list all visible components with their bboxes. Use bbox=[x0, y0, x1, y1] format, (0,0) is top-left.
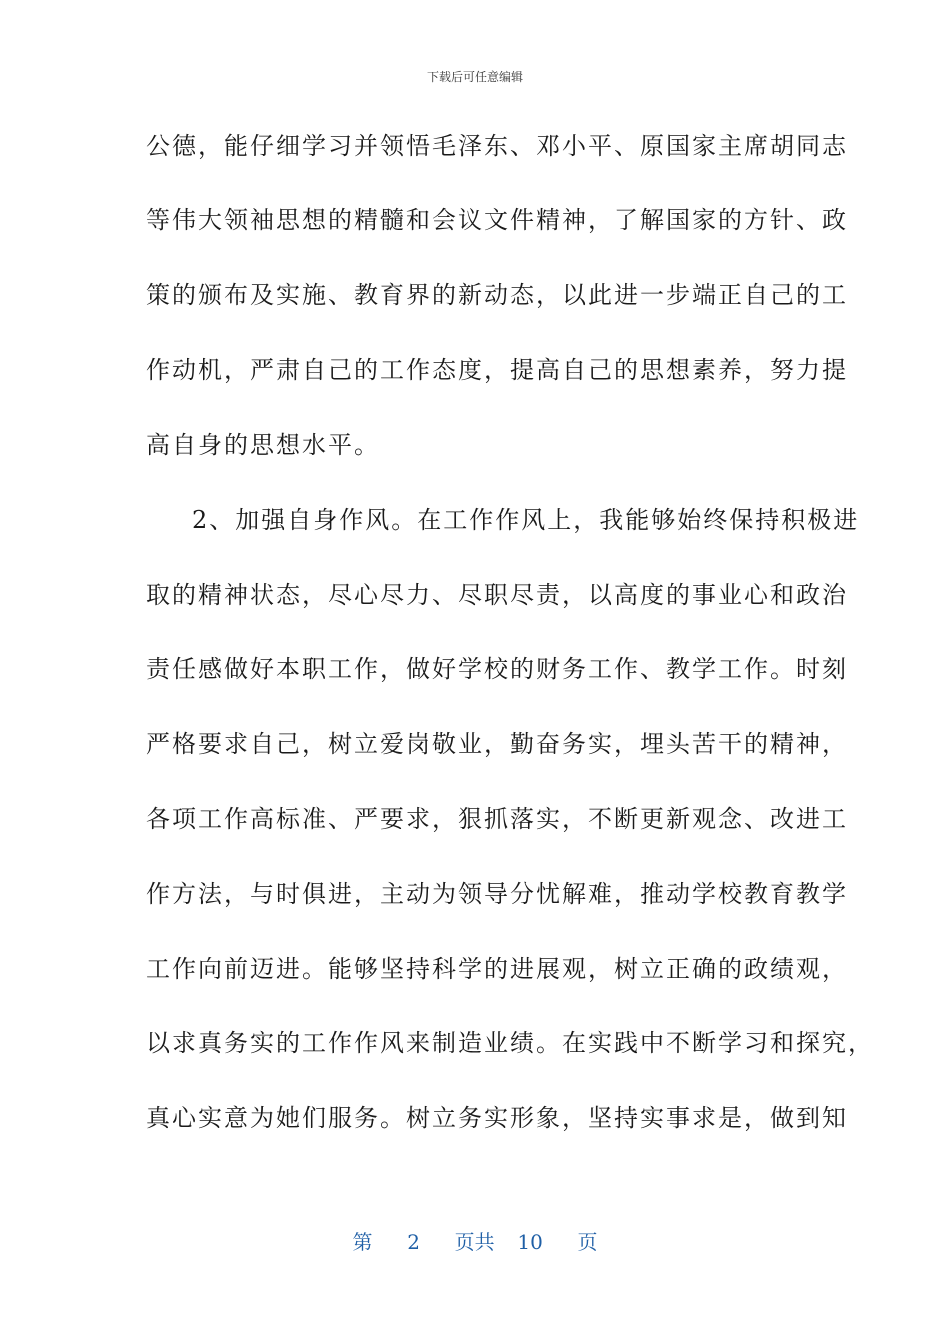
footer-prefix: 第 bbox=[352, 1230, 373, 1254]
page-header: 下载后可任意编辑 bbox=[426, 70, 523, 84]
text-line: 工作向前迈进。能够坚持科学的进展观，树立正确的政绩观， bbox=[146, 955, 848, 983]
footer-suffix: 页 bbox=[577, 1230, 598, 1254]
text-line: 严格要求自己，树立爱岗敬业，勤奋务实，埋头苦干的精神， bbox=[146, 730, 848, 758]
footer-middle: 页共 bbox=[454, 1230, 495, 1254]
text-line: 以求真务实的工作作风来制造业绩。在实践中不断学习和探究， bbox=[146, 1029, 874, 1057]
text-line: 作方法，与时俱进，主动为领导分忧解难，推动学校教育教学 bbox=[146, 880, 848, 908]
text-line: 取的精神状态，尽心尽力、尽职尽责，以高度的事业心和政治 bbox=[146, 581, 848, 609]
text-line: 策的颁布及实施、教育界的新动态，以此进一步端正自己的工 bbox=[146, 281, 848, 309]
current-page-number: 2 bbox=[407, 1230, 420, 1254]
text-line: 各项工作高标准、严要求，狠抓落实，不断更新观念、改进工 bbox=[146, 805, 848, 833]
text-line: 真心实意为她们服务。树立务实形象，坚持实事求是，做到知 bbox=[146, 1104, 848, 1132]
total-page-count: 10 bbox=[517, 1230, 543, 1254]
paragraph-start-line: 2、加强自身作风。在工作作风上，我能够始终保持积极进 bbox=[192, 506, 860, 534]
text-line: 公德，能仔细学习并领悟毛泽东、邓小平、原国家主席胡同志 bbox=[146, 132, 848, 160]
text-line: 等伟大领袖思想的精髓和会议文件精神，了解国家的方针、政 bbox=[146, 206, 848, 234]
text-line: 作动机，严肃自己的工作态度，提高自己的思想素养，努力提 bbox=[146, 356, 848, 384]
text-line: 责任感做好本职工作，做好学校的财务工作、教学工作。时刻 bbox=[146, 655, 848, 683]
text-line: 高自身的思想水平。 bbox=[146, 431, 380, 459]
page-footer bbox=[0, 1226, 950, 1255]
